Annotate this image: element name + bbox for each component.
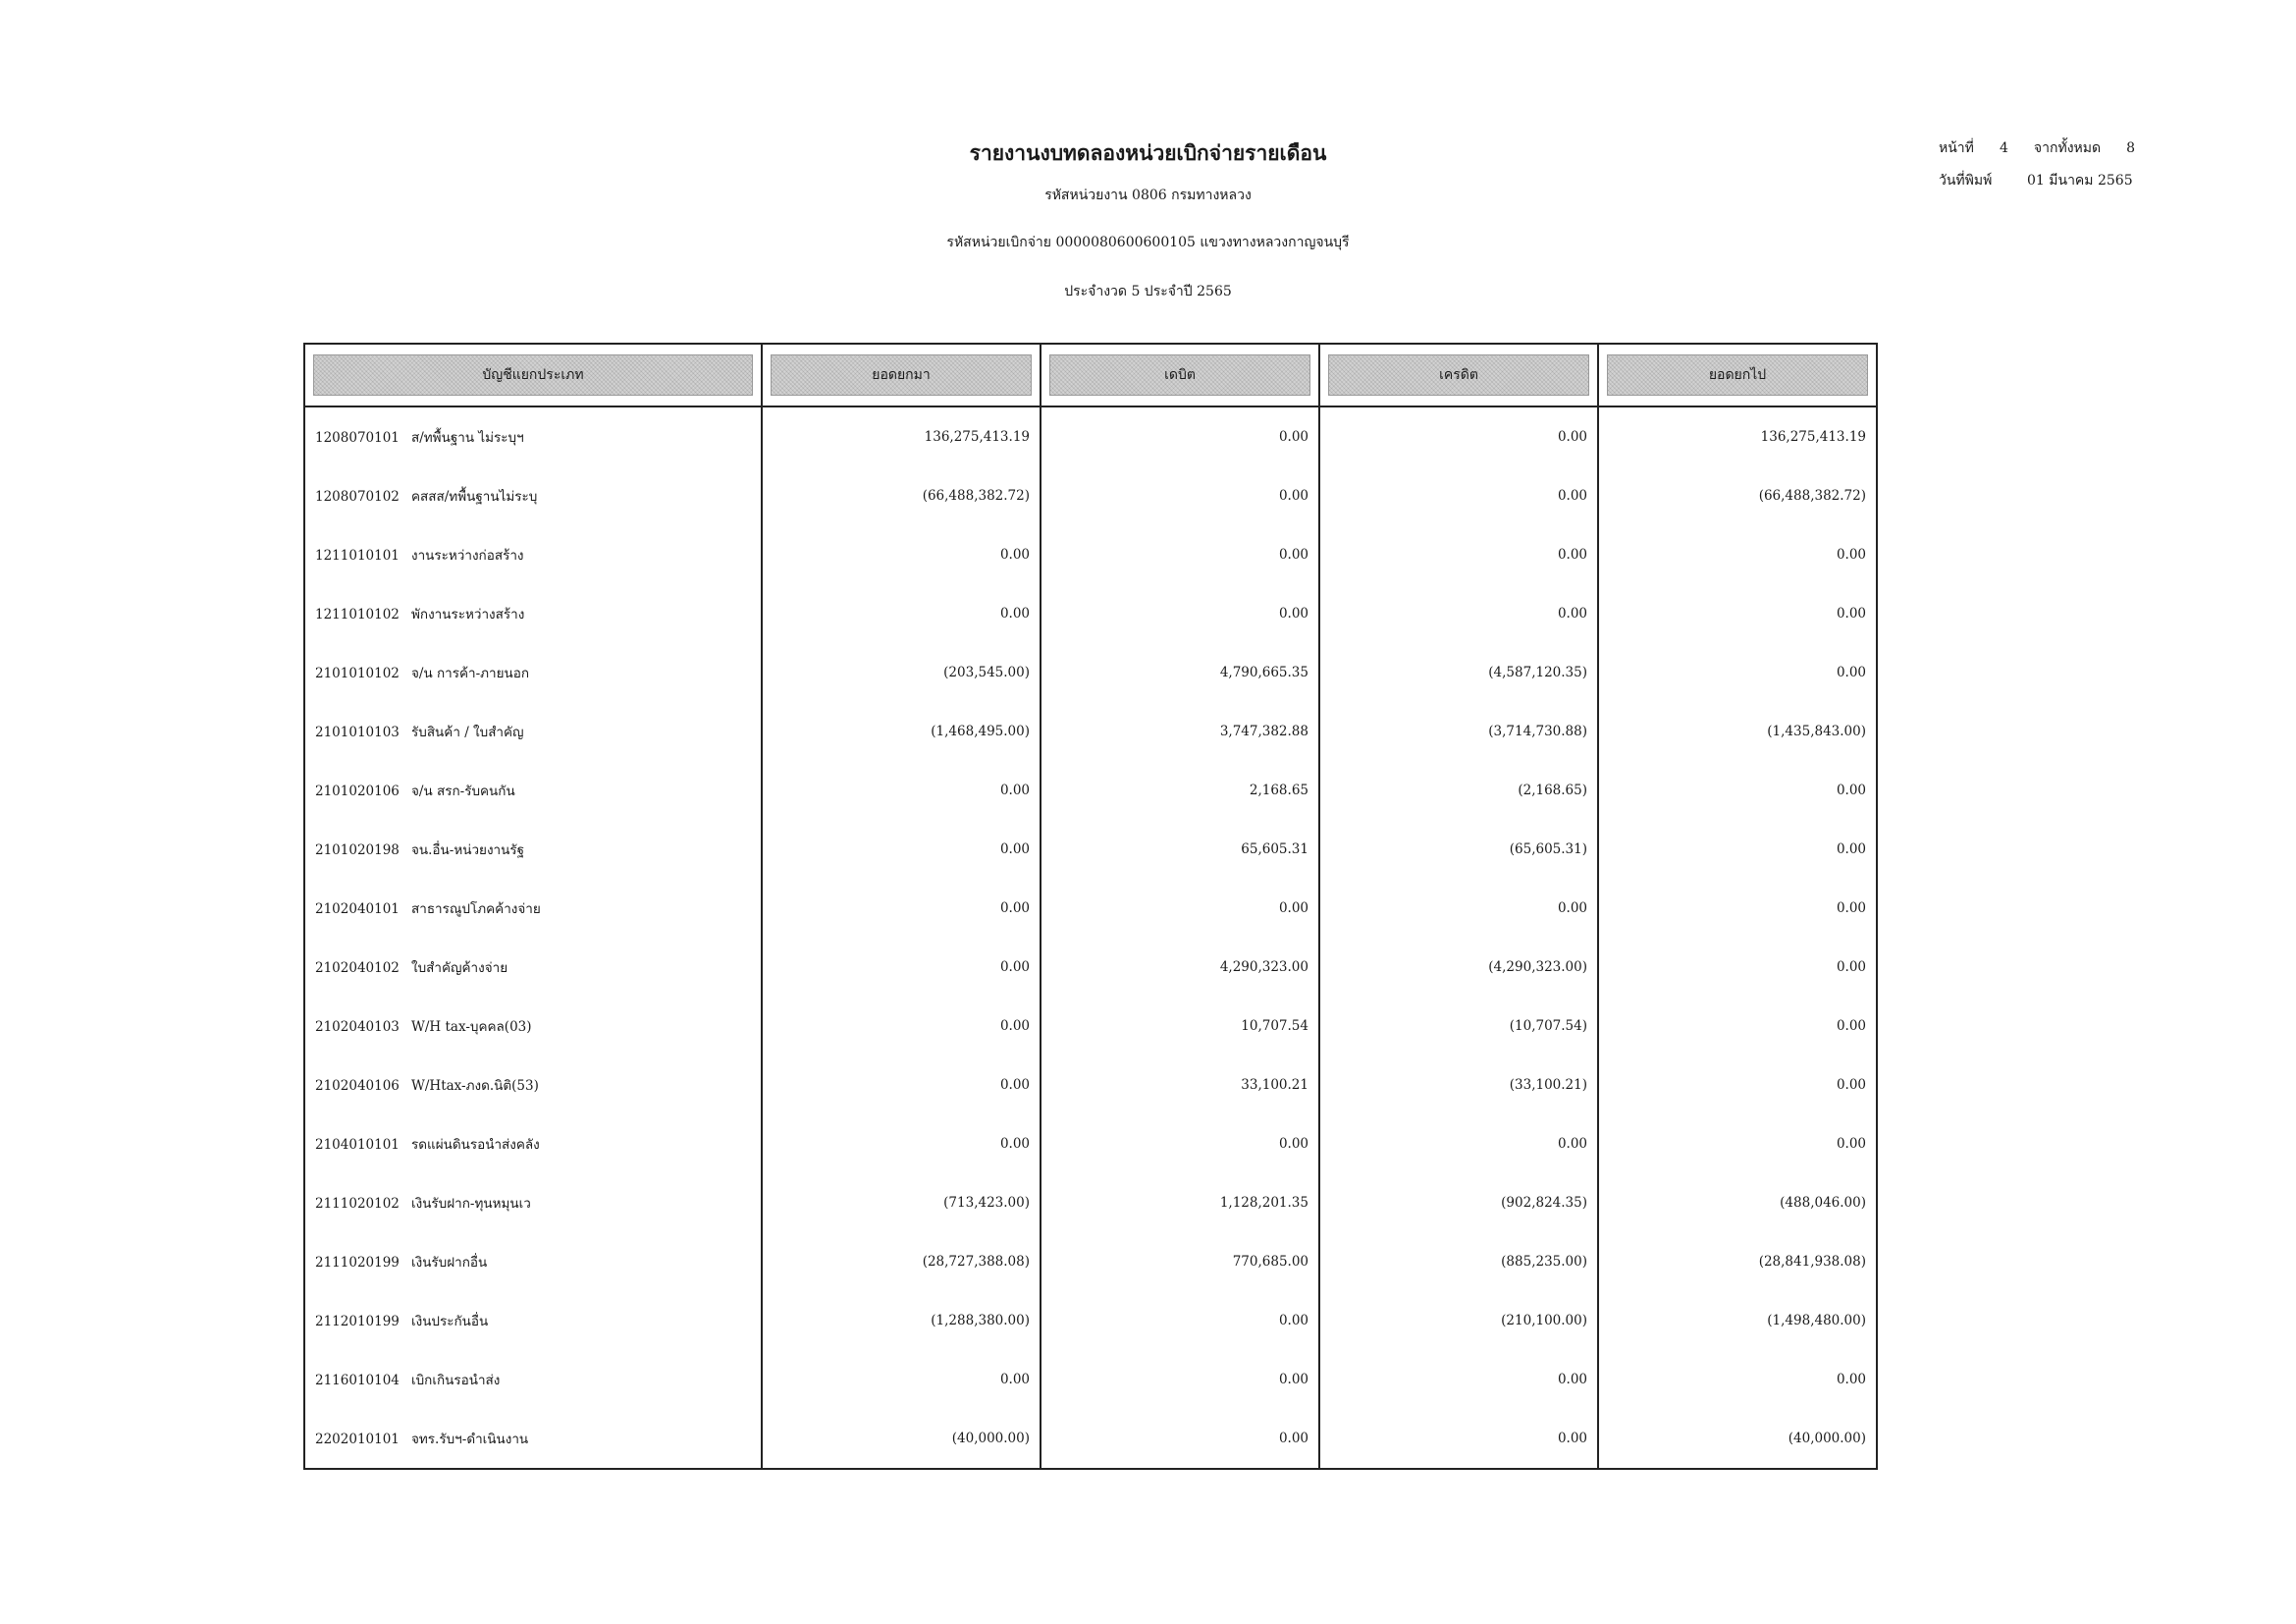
carried-forward-cell: 0.00 [1598, 1056, 1877, 1114]
account-cell [304, 997, 762, 1056]
brought-forward-cell: 0.00 [762, 1114, 1041, 1173]
carried-forward-cell: 0.00 [1598, 643, 1877, 702]
credit-cell: 0.00 [1319, 1409, 1598, 1469]
account-cell [304, 643, 762, 702]
table-row [304, 1056, 1877, 1114]
header-carried-forward-label: ยอดยกไป [1607, 354, 1868, 396]
account-code: 2102040106 [315, 1078, 400, 1094]
account-cell [304, 820, 762, 879]
account-cell [304, 1232, 762, 1291]
carried-forward-cell: 0.00 [1598, 584, 1877, 643]
carried-forward-cell: 0.00 [1598, 997, 1877, 1056]
brought-forward-cell: 0.00 [762, 820, 1041, 879]
account-name: จน.อื่น-หน่วยงานรัฐ [411, 842, 525, 858]
carried-forward-cell: 0.00 [1598, 938, 1877, 997]
credit-cell: (885,235.00) [1319, 1232, 1598, 1291]
table-row [304, 584, 1877, 643]
credit-cell: 0.00 [1319, 406, 1598, 466]
header-account-label: บัญชีแยกประเภท [313, 354, 753, 396]
header-brought-forward-label: ยอดยกมา [771, 354, 1032, 396]
header-credit [1319, 344, 1598, 406]
debit-cell: 0.00 [1041, 584, 1319, 643]
credit-cell: (10,707.54) [1319, 997, 1598, 1056]
debit-cell: 10,707.54 [1041, 997, 1319, 1056]
account-code: 2102040103 [315, 1019, 400, 1035]
page-number: 4 [2000, 140, 2008, 156]
table-row [304, 997, 1877, 1056]
debit-cell: 3,747,382.88 [1041, 702, 1319, 761]
total-pages: 8 [2126, 140, 2135, 156]
carried-forward-cell: 0.00 [1598, 761, 1877, 820]
brought-forward-cell: (40,000.00) [762, 1409, 1041, 1469]
print-date-info [1939, 170, 2133, 191]
account-cell [304, 525, 762, 584]
debit-cell: 33,100.21 [1041, 1056, 1319, 1114]
account-name: จทร.รับฯ-ดำเนินงาน [411, 1432, 529, 1447]
table-row [304, 1409, 1877, 1469]
brought-forward-cell: 0.00 [762, 997, 1041, 1056]
agency-code: รหัสหน่วยงาน 0806 กรมทางหลวง [1044, 188, 1252, 203]
table-row [304, 879, 1877, 938]
table-row [304, 1173, 1877, 1232]
brought-forward-cell: (713,423.00) [762, 1173, 1041, 1232]
header-account [304, 344, 762, 406]
debit-cell: 4,790,665.35 [1041, 643, 1319, 702]
account-name: W/Htax-ภงด.นิติ(53) [411, 1078, 539, 1094]
debit-cell: 0.00 [1041, 406, 1319, 466]
account-name: รับสินค้า / ใบสำคัญ [411, 725, 524, 740]
account-cell [304, 1409, 762, 1469]
debit-cell: 770,685.00 [1041, 1232, 1319, 1291]
account-name: W/H tax-บุคคล(03) [411, 1019, 532, 1035]
debit-cell: 2,168.65 [1041, 761, 1319, 820]
brought-forward-cell: 0.00 [762, 879, 1041, 938]
table-row [304, 643, 1877, 702]
account-name: เงินประกันอื่น [411, 1314, 489, 1329]
account-code: 2116010104 [315, 1373, 400, 1388]
carried-forward-cell: 136,275,413.19 [1598, 406, 1877, 466]
account-cell [304, 761, 762, 820]
carried-forward-cell: 0.00 [1598, 1350, 1877, 1409]
credit-cell: 0.00 [1319, 1350, 1598, 1409]
carried-forward-cell: (1,498,480.00) [1598, 1291, 1877, 1350]
account-code: 2101010103 [315, 725, 400, 740]
table-row [304, 702, 1877, 761]
carried-forward-cell: (1,435,843.00) [1598, 702, 1877, 761]
credit-cell: (65,605.31) [1319, 820, 1598, 879]
header-debit-label: เดบิต [1049, 354, 1310, 396]
debit-cell: 65,605.31 [1041, 820, 1319, 879]
account-code: 2102040101 [315, 901, 400, 917]
debit-cell: 4,290,323.00 [1041, 938, 1319, 997]
table-row [304, 1291, 1877, 1350]
page-label: หน้าที่ [1939, 140, 1974, 156]
table-row [304, 525, 1877, 584]
credit-cell: 0.00 [1319, 1114, 1598, 1173]
account-code: 2202010101 [315, 1432, 400, 1447]
brought-forward-cell: (203,545.00) [762, 643, 1041, 702]
table-row [304, 1114, 1877, 1173]
disbursing-unit-code: รหัสหน่วยเบิกจ่าย 0000080600600105 แขวงทางหลวงกาญจนบุรี [946, 235, 1350, 250]
credit-cell: 0.00 [1319, 584, 1598, 643]
table-row [304, 466, 1877, 525]
report-title: รายงานงบทดลองหน่วยเบิกจ่ายรายเดือน [969, 140, 1327, 165]
account-name: ส/ทพื้นฐาน ไม่ระบุฯ [411, 430, 524, 446]
brought-forward-cell: 0.00 [762, 761, 1041, 820]
credit-cell: (33,100.21) [1319, 1056, 1598, 1114]
table-row [304, 1232, 1877, 1291]
debit-cell: 0.00 [1041, 1350, 1319, 1409]
debit-cell: 0.00 [1041, 1409, 1319, 1469]
brought-forward-cell: (1,288,380.00) [762, 1291, 1041, 1350]
header-brought-forward [762, 344, 1041, 406]
account-cell [304, 584, 762, 643]
account-name: เงินรับฝากอื่น [411, 1255, 488, 1271]
brought-forward-cell: 0.00 [762, 525, 1041, 584]
table-header-row [304, 344, 1877, 406]
table-row [304, 406, 1877, 466]
credit-cell: 0.00 [1319, 466, 1598, 525]
carried-forward-cell: 0.00 [1598, 525, 1877, 584]
account-cell [304, 1291, 762, 1350]
account-code: 2102040102 [315, 960, 400, 976]
account-code: 2111020102 [315, 1196, 400, 1212]
debit-cell: 0.00 [1041, 879, 1319, 938]
brought-forward-cell: (66,488,382.72) [762, 466, 1041, 525]
account-name: สาธารณูปโภคค้างจ่าย [411, 901, 541, 917]
table-row [304, 761, 1877, 820]
account-name: จ/น สรก-รับคนกัน [411, 784, 515, 799]
account-code: 2104010101 [315, 1137, 400, 1153]
debit-cell: 0.00 [1041, 1291, 1319, 1350]
brought-forward-cell: 136,275,413.19 [762, 406, 1041, 466]
carried-forward-cell: 0.00 [1598, 820, 1877, 879]
brought-forward-cell: (1,468,495.00) [762, 702, 1041, 761]
account-name: ใบสำคัญค้างจ่าย [411, 960, 508, 976]
credit-cell: (210,100.00) [1319, 1291, 1598, 1350]
header-carried-forward [1598, 344, 1877, 406]
account-code: 1208070102 [315, 489, 400, 505]
account-name: จ/น การค้า-ภายนอก [411, 666, 530, 681]
carried-forward-cell: (488,046.00) [1598, 1173, 1877, 1232]
debit-cell: 0.00 [1041, 1114, 1319, 1173]
report-period: ประจำงวด 5 ประจำปี 2565 [1064, 284, 1232, 299]
account-name: รดแผ่นดินรอนำส่งคลัง [411, 1137, 540, 1153]
debit-cell: 0.00 [1041, 466, 1319, 525]
credit-cell: (2,168.65) [1319, 761, 1598, 820]
account-cell [304, 702, 762, 761]
account-cell [304, 1056, 762, 1114]
account-code: 2112010199 [315, 1314, 400, 1329]
header-debit [1041, 344, 1319, 406]
print-date-label: วันที่พิมพ์ [1939, 173, 1993, 189]
table-row [304, 1350, 1877, 1409]
page-info [1939, 137, 2135, 159]
brought-forward-cell: 0.00 [762, 1350, 1041, 1409]
account-code: 2101020198 [315, 842, 400, 858]
account-name: เบิกเกินรอนำส่ง [411, 1373, 501, 1388]
table-row [304, 820, 1877, 879]
account-cell [304, 1114, 762, 1173]
table-row [304, 938, 1877, 997]
account-cell [304, 938, 762, 997]
credit-cell: 0.00 [1319, 525, 1598, 584]
brought-forward-cell: (28,727,388.08) [762, 1232, 1041, 1291]
account-code: 1208070101 [315, 430, 400, 446]
account-cell [304, 1173, 762, 1232]
carried-forward-cell: (40,000.00) [1598, 1409, 1877, 1469]
debit-cell: 0.00 [1041, 525, 1319, 584]
carried-forward-cell: 0.00 [1598, 1114, 1877, 1173]
carried-forward-cell: 0.00 [1598, 879, 1877, 938]
account-name: งานระหว่างก่อสร้าง [411, 548, 524, 564]
credit-cell: (902,824.35) [1319, 1173, 1598, 1232]
account-code: 1211010101 [315, 548, 400, 564]
print-date: 01 มีนาคม 2565 [2027, 173, 2133, 189]
carried-forward-cell: (66,488,382.72) [1598, 466, 1877, 525]
trial-balance-table [303, 343, 1878, 1470]
credit-cell: (4,587,120.35) [1319, 643, 1598, 702]
account-code: 1211010102 [315, 607, 400, 623]
account-cell [304, 406, 762, 466]
account-cell [304, 1350, 762, 1409]
brought-forward-cell: 0.00 [762, 584, 1041, 643]
credit-cell: (3,714,730.88) [1319, 702, 1598, 761]
account-code: 2101020106 [315, 784, 400, 799]
table-body [304, 406, 1877, 1469]
account-cell [304, 466, 762, 525]
credit-cell: 0.00 [1319, 879, 1598, 938]
debit-cell: 1,128,201.35 [1041, 1173, 1319, 1232]
account-name: พักงานระหว่างสร้าง [411, 607, 525, 623]
account-cell [304, 879, 762, 938]
carried-forward-cell: (28,841,938.08) [1598, 1232, 1877, 1291]
account-code: 2111020199 [315, 1255, 400, 1271]
account-name: คสสส/ทพื้นฐานไม่ระบุ [411, 489, 538, 505]
header-credit-label: เครดิต [1328, 354, 1589, 396]
account-code: 2101010102 [315, 666, 400, 681]
credit-cell: (4,290,323.00) [1319, 938, 1598, 997]
brought-forward-cell: 0.00 [762, 1056, 1041, 1114]
account-name: เงินรับฝาก-ทุนหมุนเว [411, 1196, 531, 1212]
brought-forward-cell: 0.00 [762, 938, 1041, 997]
total-pages-label: จากทั้งหมด [2033, 140, 2102, 156]
